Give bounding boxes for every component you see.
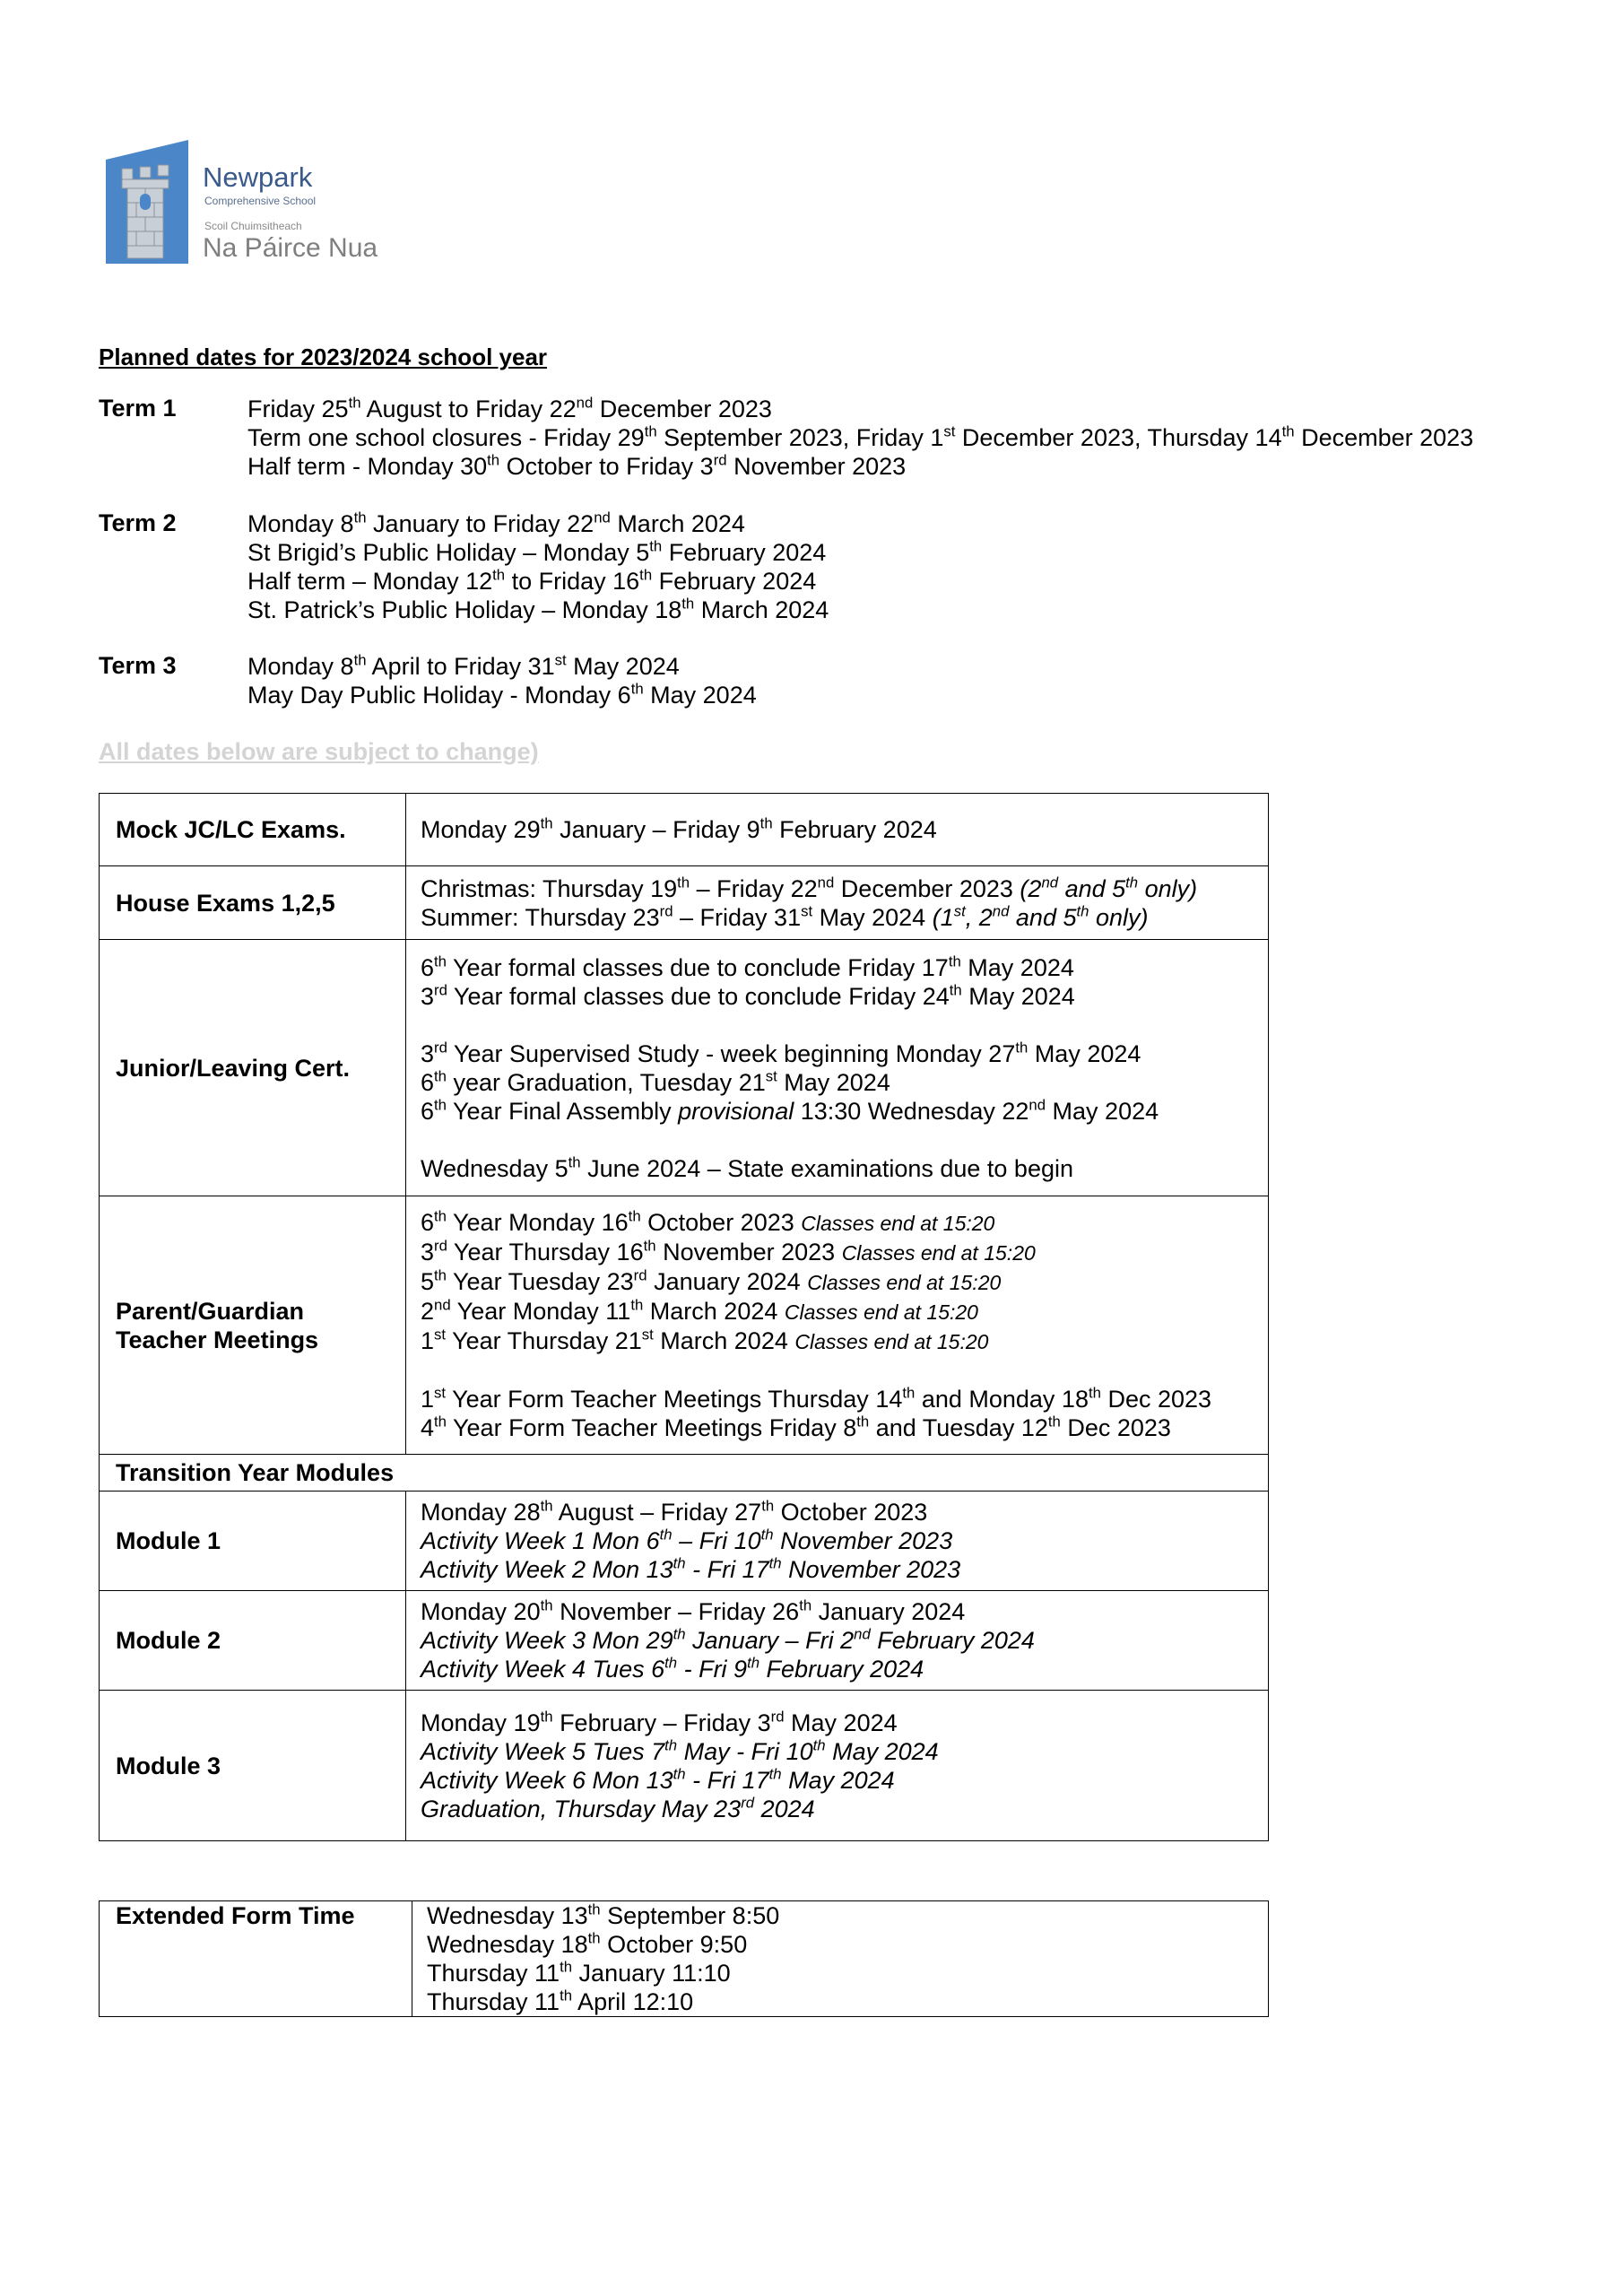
row-label: Module 1: [100, 1492, 406, 1591]
logo-irish-subtitle: Scoil Chuimsitheach: [204, 220, 302, 232]
table-row: [100, 1455, 1269, 1492]
row-label: Module 3: [100, 1691, 406, 1841]
term-3-dates: [247, 652, 757, 709]
term-line: St Brigid’s Public Holiday – Monday 5th February 2024: [247, 537, 827, 566]
term-1-dates: [247, 395, 1473, 481]
dates-table: [99, 793, 1269, 1841]
label-line: Teacher Meetings: [116, 1326, 319, 1353]
term-line: Monday 8th April to Friday 31st May 2024: [247, 651, 680, 680]
form-time-table: [99, 1900, 1269, 2017]
table-row: [100, 1691, 1269, 1841]
logo-name: Newpark: [203, 161, 313, 193]
row-label: [100, 1196, 406, 1455]
row-value: 6th Year Monday 16th October 2023 Classes end at 15:20 3rd Year Thursday 16th November 2023 Classes end at 15:20 5th Year Tuesday 23rd January 2024 Classes end at 15:20 2nd Year Monday 11th March 2024 Classes end at 15:20 1st Year Thursday 21st March 2024 Classes end at 15:20 1st Year Form Teacher Meetings Thursday 14th and Monday 18th Dec 2023 4th Year Form Teacher Meetings Friday 8th and Tuesday 12th Dec 2023: [406, 1196, 1269, 1455]
label-line: Parent/Guardian: [116, 1297, 305, 1325]
logo-irish-name: Na Páirce Nua: [203, 233, 378, 263]
term-line: Monday 8th January to Friday 22nd March 2024: [247, 509, 745, 537]
row-value: Monday 19th February – Friday 3rd May 2024 Activity Week 5 Tues 7th May - Fri 10th May 2024 Activity Week 6 Mon 13th - Fri 17th May 2024 Graduation, Thursday May 23rd 2024: [406, 1691, 1269, 1841]
term-2-label: Term 2: [99, 509, 177, 536]
term-2-dates: [247, 509, 829, 624]
term-line: Half term - Monday 30th October to Friday 3rd November 2023: [247, 451, 907, 480]
term-3-label: Term 3: [99, 652, 177, 679]
table-row: [100, 866, 1269, 940]
row-label: Junior/Leaving Cert.: [100, 940, 406, 1196]
row-value: Monday 20th November – Friday 26th January 2024 Activity Week 3 Mon 29th January – Fri 2nd February 2024 Activity Week 4 Tues 6th - Fri 9th February 2024: [406, 1591, 1269, 1691]
term-line: Half term – Monday 12th to Friday 16th February 2024: [247, 566, 817, 595]
row-value: 6th Year formal classes due to conclude Friday 17th May 2024 3rd Year formal classes due to conclude Friday 24th May 2024 3rd Year Supervised Study - week beginning Monday 27th May 2024 6th year Graduation, Tuesday 21st May 2024 6th Year Final Assembly provisional 13:30 Wednesday 22nd May 2024 Wednesday 5th June 2024 – State examinations due to begin: [406, 940, 1269, 1196]
term-line: St. Patrick’s Public Holiday – Monday 18th March 2024: [247, 595, 829, 623]
row-label: Extended Form Time: [100, 1901, 412, 2017]
term-line: Friday 25th August to Friday 22nd December 2023: [247, 394, 772, 422]
table-row: [100, 794, 1269, 866]
term-1-label: Term 1: [99, 395, 177, 422]
subject-to-change-note: All dates below are subject to change): [99, 738, 539, 765]
table-row: [100, 1492, 1269, 1591]
school-logo: [106, 140, 393, 265]
row-label: House Exams 1,2,5: [100, 866, 406, 940]
logo-subtitle: Comprehensive School: [204, 195, 317, 207]
tower-logo-icon: [106, 140, 188, 264]
table-row: [100, 1591, 1269, 1691]
term-line: Term one school closures - Friday 29th September 2023, Friday 1st December 2023, Thursday 14th December 2023: [247, 422, 1474, 451]
table-row: [100, 1901, 1269, 2017]
row-value: Christmas: Thursday 19th – Friday 22nd December 2023 (2nd and 5th only) Summer: Thursday 23rd – Friday 31st May 2024 (1st, 2nd and 5th only): [406, 866, 1269, 940]
table-row: [100, 1196, 1269, 1455]
row-value: Monday 28th August – Friday 27th October 2023 Activity Week 1 Mon 6th – Fri 10th November 2023 Activity Week 2 Mon 13th - Fri 17th November 2023: [406, 1492, 1269, 1591]
row-label: Mock JC/LC Exams.: [100, 794, 406, 866]
page-heading: Planned dates for 2023/2024 school year: [99, 344, 548, 370]
table-row: [100, 940, 1269, 1196]
row-value: Monday 29th January – Friday 9th February 2024: [406, 794, 1269, 866]
row-value: Wednesday 13th September 8:50 Wednesday 18th October 9:50 Thursday 11th January 11:10 Thursday 11th April 12:10: [412, 1901, 1269, 2017]
ty-header: Transition Year Modules: [100, 1455, 1269, 1492]
row-label: Module 2: [100, 1591, 406, 1691]
term-line: May Day Public Holiday - Monday 6th May 2024: [247, 680, 757, 709]
